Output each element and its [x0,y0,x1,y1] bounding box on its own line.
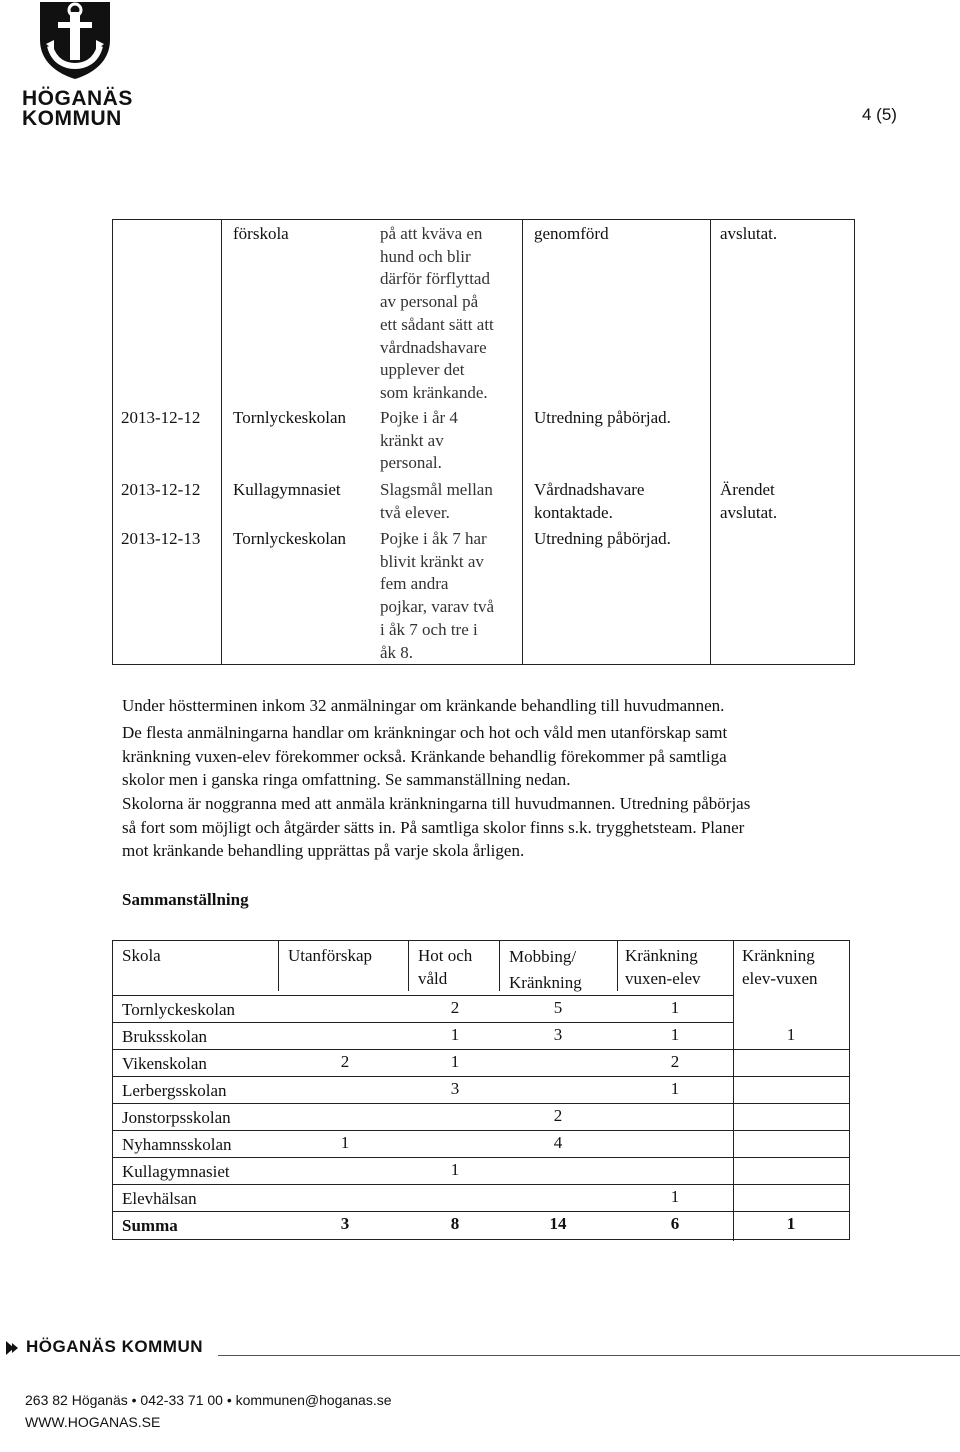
footer-brand [0,1335,960,1365]
description-line: blivit kränkt av [380,551,484,571]
description-line: på att kväva en [380,224,483,243]
paragraph-types [122,721,852,792]
table-divider [408,941,409,991]
chevron-right-icon [4,1340,20,1356]
table-cell: 1 [340,1133,350,1152]
paragraph-line: mot kränkande behandling upprättas på varje skola årligen. [122,841,525,860]
description-line: fem andra [380,574,449,594]
incident-school: förskola [233,224,289,243]
incident-action: Utredning påbörjad. [534,408,671,427]
header-line: elev-vuxen [742,969,818,988]
table-cell: 1 [670,1079,680,1098]
incident-description [380,479,493,524]
table-divider [617,941,618,991]
table-total-cell: 6 [670,1214,680,1233]
column-header: Skola [122,946,161,965]
table-cell: 1 [786,1025,796,1044]
incident-date: 2013-12-13 [121,529,201,548]
table-total-cell: 8 [450,1214,460,1233]
table-row-school: Kullagymnasiet [122,1162,230,1181]
table-total-cell: 3 [340,1214,350,1233]
incident-date: 2013-12-12 [121,480,201,499]
description-line: personal. [380,453,442,473]
table-total-cell: 14 [549,1214,567,1233]
description-line: av personal på [380,292,479,312]
incident-description [380,407,458,475]
table-cell: 1 [450,1052,460,1071]
table-cell: 5 [553,998,563,1017]
header-line: Kränkning [742,946,815,965]
description-line: Pojke i år 4 [380,408,458,427]
paragraph-intro: Under höstterminen inkom 32 anmälningar om kränkande behandling till huvudmannen. [122,696,725,715]
table-divider [710,220,711,664]
hoganas-logo [22,0,132,130]
table-row-line [113,995,733,996]
table-total-label: Summa [122,1216,178,1235]
table-row-school: Tornlyckeskolan [122,1000,236,1019]
incident-school: Kullagymnasiet [233,480,341,499]
table-cell: 1 [670,1187,680,1206]
table-cell: 2 [340,1052,350,1071]
incidents-table [112,219,855,665]
table-row-line [113,1022,733,1023]
status-line: avslutat. [720,502,778,522]
paragraph-line: skolor men i ganska ringa omfattning. Se sammanställning nedan. [122,770,571,789]
status-line: Ärendet [720,480,775,499]
column-header [625,944,701,990]
incident-description [380,528,494,664]
paragraph-line: De flesta anmälningarna handlar om kränkningar och hot och våld men utanförskap samt [122,723,728,742]
header-line: Kränkning [509,973,582,992]
table-cell: 1 [670,998,680,1017]
table-row-line [113,1049,849,1050]
column-header [509,944,582,996]
description-line: Pojke i åk 7 har [380,529,487,548]
table-row-school: Jonstorpsskolan [122,1108,231,1127]
incident-action: genomförd [534,224,609,243]
table-row-line [113,1103,849,1104]
incident-school: Tornlyckeskolan [233,529,347,548]
header-line: vuxen-elev [625,969,701,988]
description-line: i åk 7 och tre i [380,619,478,639]
footer-website[interactable]: WWW.HOGANAS.SE [25,1414,161,1430]
description-line: hund och blir [380,246,471,266]
incident-action [534,479,644,524]
incident-action: Utredning påbörjad. [534,529,671,548]
footer-brand-name: HÖGANÄS KOMMUN [26,1337,203,1356]
description-line: pojkar, varav två [380,597,495,617]
table-row-line [113,1211,849,1212]
description-line: åk 8. [380,642,414,662]
table-row-school: Vikenskolan [122,1054,207,1073]
table-cell: 3 [553,1025,563,1044]
table-cell: 2 [670,1052,680,1071]
paragraph-line: Skolorna är noggranna med att anmäla kränkningarna till huvudmannen. Utredning påbörjas [122,794,751,813]
description-line: därför förflyttad [380,269,490,289]
table-divider [499,941,500,991]
page-number: 4 (5) [862,105,897,124]
paragraph-procedure [122,792,852,863]
table-cell: 3 [450,1079,460,1098]
logo-text-line1: HÖGANÄS [22,87,133,110]
action-line: Vårdnadshavare [534,480,645,499]
footer-contact: 263 82 Höganäs • 042-33 71 00 • kommunen@hoganas.se [25,1392,392,1408]
table-row-line [113,1076,849,1077]
header-line: Hot och [418,946,473,965]
description-line: Slagsmål mellan [380,480,493,499]
table-divider [522,220,523,664]
table-row-line [113,1130,849,1131]
table-row-school: Nyhamnsskolan [122,1135,232,1154]
summary-table [112,940,850,1240]
header-line: Kränkning [625,946,698,965]
summary-heading: Sammanställning [122,890,249,909]
description-line: två elever. [380,502,450,522]
description-line: vårdnadshavare [380,337,487,357]
logo-text-line2: KOMMUN [22,107,122,130]
description-line: ett sådant sätt att [380,314,494,334]
incident-description [380,223,494,405]
anchor-crest-icon [36,0,114,80]
table-cell: 2 [450,998,460,1017]
description-line: som kränkande. [380,382,488,402]
table-cell: 1 [450,1025,460,1044]
incident-status: avslutat. [720,224,778,243]
column-header [418,944,472,990]
column-header: Utanförskap [288,946,373,965]
table-divider [221,220,222,664]
table-cell: 1 [450,1160,460,1179]
description-line: kränkt av [380,430,444,450]
table-cell: 1 [670,1025,680,1044]
table-row-line [113,1184,849,1185]
table-divider [278,941,279,991]
header-line: Mobbing/ [509,947,577,966]
table-cell: 4 [553,1133,563,1152]
table-total-cell: 1 [786,1214,796,1233]
table-divider [733,941,734,1241]
incident-date: 2013-12-12 [121,408,201,427]
description-line: upplever det [380,360,465,380]
paragraph-line: så fort som möjligt och åtgärder sätts in. På samtliga skolor finns s.k. trygghetsteam. Planer [122,817,745,837]
action-line: kontaktade. [534,502,613,522]
header-line: våld [418,969,448,988]
footer-rule [218,1355,960,1356]
table-row-school: Bruksskolan [122,1027,207,1046]
incident-school: Tornlyckeskolan [233,408,347,427]
table-row-line [113,1157,849,1158]
incident-status [720,479,777,524]
column-header [742,944,818,990]
paragraph-line: kränkning vuxen-elev förekommer också. Kränkande behandlig förekommer på samtliga [122,746,727,766]
table-cell: 2 [553,1106,563,1125]
table-row-school: Elevhälsan [122,1189,197,1208]
table-row-school: Lerbergsskolan [122,1081,227,1100]
